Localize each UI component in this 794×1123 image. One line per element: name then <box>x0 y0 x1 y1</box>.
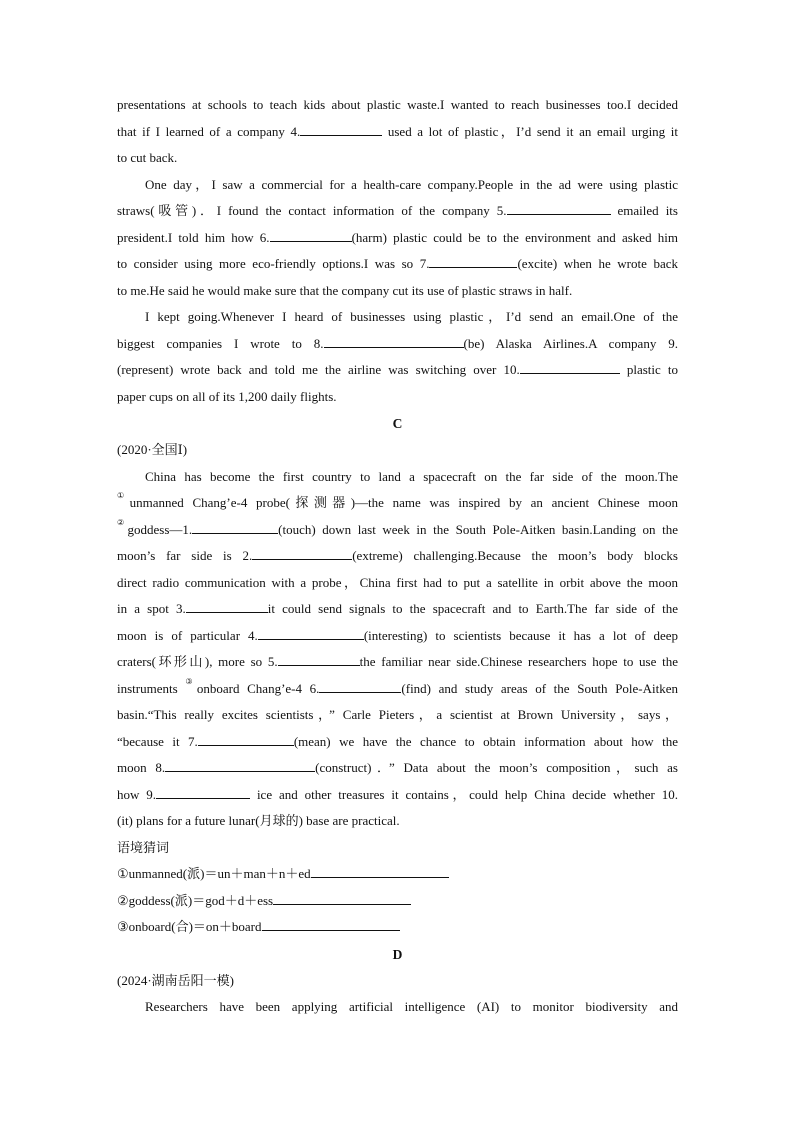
paragraph-line: ①unmanned Chang’e-4 probe(探测器)—the name was inspired by an ancient Chinese moon <box>117 491 679 510</box>
answer-blank-c8[interactable] <box>165 758 315 772</box>
paragraph-line: president.I told him how 6. (harm) plastic could be to the environment and asked him <box>117 229 678 245</box>
answer-blank-6[interactable] <box>270 228 352 242</box>
paragraph-line: moon’s far side is 2. (extreme) challenging.Because the moon’s body blocks <box>117 548 678 563</box>
paragraph-line: One day，I saw a commercial for a health-care company.People in the ad were using plastic <box>145 176 678 192</box>
answer-blank-c4[interactable] <box>258 626 364 640</box>
vocab-item: ③onboard(合)＝on＋board <box>117 914 678 941</box>
answer-blank-7[interactable] <box>429 254 517 268</box>
paragraph-line: moon is of particular 4. (interesting) to scientists because it has a lot of deep <box>117 627 678 643</box>
vocab-blank-3[interactable] <box>262 917 400 931</box>
footnote-marker: ② <box>117 517 128 527</box>
answer-blank-5[interactable] <box>507 201 611 215</box>
paragraph-line: moon 8. (construct)．” Data about the moon’s composition，such as <box>117 760 678 775</box>
paragraph-line: biggest companies I wrote to 8. (be) Alaska Airlines.A company 9. <box>117 335 678 351</box>
vocab-blank-1[interactable] <box>311 864 449 878</box>
answer-blank-c7[interactable] <box>198 732 294 746</box>
vocab-title: 语境猜词 <box>117 839 170 855</box>
paragraph-line: direct radio communication with a probe，China first had to put a satellite in orbit above the moon <box>117 574 678 590</box>
footnote-marker: ① <box>117 491 130 500</box>
paragraph-line: that if I learned of a company 4. used a lot of plastic，I’d send it an email urging it <box>117 123 679 139</box>
vocab-item: ②goddess(派)＝god＋d＋ess <box>117 888 678 915</box>
section-heading-c: C <box>392 416 403 431</box>
answer-blank-c6[interactable] <box>319 679 401 693</box>
vocab-blank-2[interactable] <box>273 891 411 905</box>
paragraph-line: to cut back. <box>117 150 178 165</box>
paragraph-line: craters(环形山), more so 5. the familiar near side.Chinese researchers hope to use the <box>117 654 678 669</box>
paragraph-line: basin.“This really excites scientists，” Carle Pieters，a scientist at Brown University，says， <box>117 707 678 722</box>
paragraph-line: (it) plans for a future lunar(月球的) base are practical. <box>117 813 400 828</box>
paragraph-line: Researchers have been applying artificial intelligence (AI) to monitor biodiversity and <box>145 999 678 1014</box>
answer-blank-c5[interactable] <box>278 652 360 666</box>
source-label: (2024·湖南岳阳一模) <box>117 972 234 988</box>
paragraph-line: I kept going.Whenever I heard of businesses using plastic，I’d send an email.One of the <box>145 309 678 324</box>
answer-blank-c1[interactable] <box>192 520 278 534</box>
source-label: (2020·全国Ⅰ) <box>117 442 188 457</box>
paragraph-line: ②goddess—1. (touch) down last week in the South Pole-Aitken basin.Landing on the <box>117 517 678 537</box>
answer-blank-c2[interactable] <box>252 546 352 560</box>
answer-blank-c9[interactable] <box>156 785 250 799</box>
answer-blank-8[interactable] <box>324 334 464 348</box>
paragraph-line: to consider using more eco-friendly options.I was so 7. (excite) when he wrote back <box>117 256 678 271</box>
answer-blank-c3[interactable] <box>186 599 268 613</box>
paragraph-line: in a spot 3. it could send signals to the spacecraft and to Earth.The far side of the <box>117 601 679 616</box>
answer-blank-10[interactable] <box>520 360 620 374</box>
section-heading-d: D <box>392 946 403 962</box>
vocab-item: ①unmanned(派)＝un＋man＋n＋ed <box>117 861 678 888</box>
paragraph-line: to me.He said he would make sure that the company cut its use of plastic straws in half. <box>117 282 573 298</box>
paragraph-line: “because it 7. (mean) we have the chance to obtain information about how the <box>117 733 678 749</box>
document-page <box>117 92 678 1021</box>
paragraph-line: instruments ③onboard Chang’e-4 6. (find) and study areas of the South Pole-Aitken <box>117 676 679 696</box>
paragraph-line: presentations at schools to teach kids about plastic waste.I wanted to reach businesses too.I decided <box>117 97 678 112</box>
answer-blank-4[interactable] <box>300 122 382 136</box>
paragraph-line: straws(吸管)．I found the contact information of the company 5. emailed its <box>117 203 678 218</box>
paragraph-line: how 9. ice and other treasures it contains，could help China decide whether 10. <box>117 786 678 802</box>
paragraph-line: China has become the first country to land a spacecraft on the far side of the moon.The <box>145 468 678 484</box>
paragraph-line: (represent) wrote back and told me the airline was switching over 10. plastic to <box>117 362 678 377</box>
footnote-marker: ③ <box>185 676 197 686</box>
paragraph-line: paper cups on all of its 1,200 daily flights. <box>117 388 337 404</box>
